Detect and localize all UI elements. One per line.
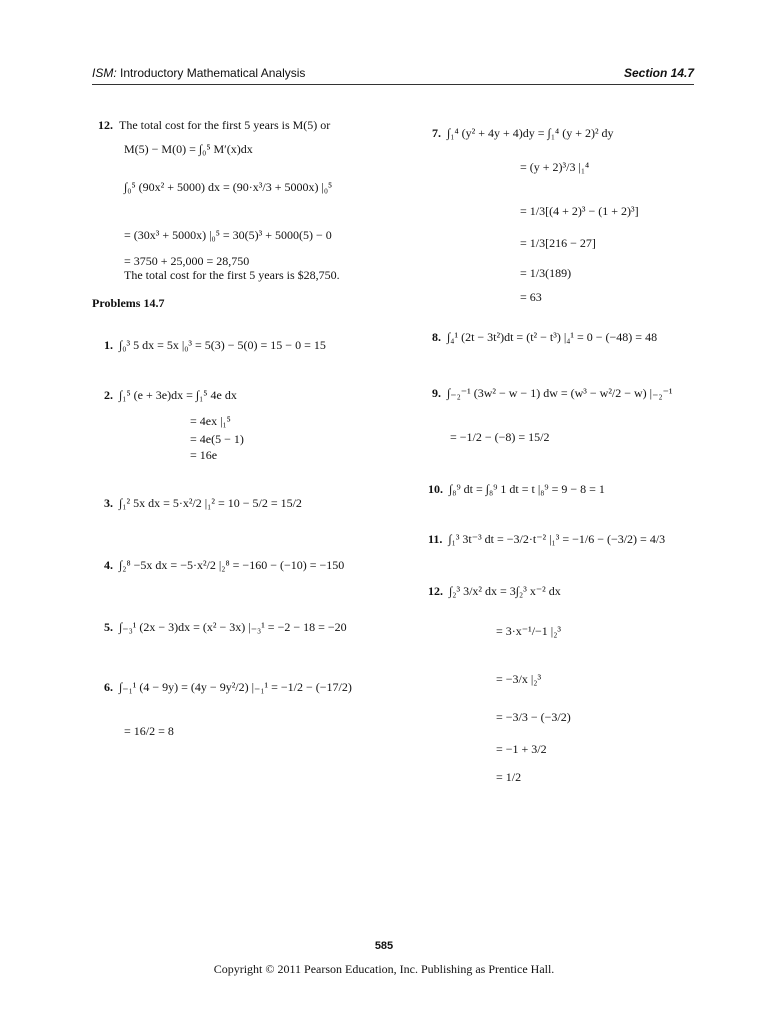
problem-1: 1. ∫₀³ 5 dx = 5x |₀³ = 5(3) − 5(0) = 15 − 0 = 15 bbox=[104, 338, 326, 352]
problem-6: 6. ∫₋₁¹ (4 − 9y) = (4y − 9y²/2) |₋₁¹ = −1/2 − (−17/2) bbox=[104, 680, 352, 694]
problem-2-line-4: = 16e bbox=[190, 448, 218, 462]
intro-problem-line-1: 12. The total cost for the first 5 years is M(5) or bbox=[98, 118, 331, 132]
intro-problem-line-3: ∫₀⁵ (90x² + 5000) dx = (90·x³/3 + 5000x) |₀⁵ bbox=[124, 180, 333, 194]
problem-2-line-3: = 4e(5 − 1) bbox=[190, 432, 244, 446]
intro-problem-line-5: = 3750 + 25,000 = 28,750 bbox=[124, 254, 250, 268]
intro-problem-number: 12. bbox=[98, 118, 113, 132]
problem-7-line-3: = 1/3[(4 + 2)³ − (1 + 2)³] bbox=[520, 204, 639, 218]
problem-4: 4. ∫₂⁸ −5x dx = −5·x²/2 |₂⁸ = −160 − (−10) = −150 bbox=[104, 558, 345, 572]
problem-12-line-4: = −3/3 − (−3/2) bbox=[496, 710, 571, 724]
problem-3: 3. ∫₁² 5x dx = 5·x²/2 |₁² = 10 − 5/2 = 15/2 bbox=[104, 496, 302, 510]
problem-12-line-6: = 1/2 bbox=[496, 770, 522, 784]
problem-7-line-5: = 1/3(189) bbox=[520, 266, 572, 280]
intro-problem-line-6: The total cost for the first 5 years is $28,750. bbox=[124, 268, 340, 282]
header-book-title: Introductory Mathematical Analysis bbox=[120, 66, 306, 80]
problem-6-line-2: = 16/2 = 8 bbox=[124, 724, 174, 738]
running-header-left bbox=[92, 66, 305, 80]
intro-problem-line-2: M(5) − M(0) = ∫₀⁵ M′(x)dx bbox=[124, 142, 253, 156]
copyright-notice: Copyright © 2011 Pearson Education, Inc. Publishing as Prentice Hall. bbox=[213, 962, 555, 976]
intro-problem-line-4: = (30x³ + 5000x) |₀⁵ = 30(5)³ + 5000(5) − 0 bbox=[124, 228, 332, 242]
problem-12-line-3: = −3/x |₂³ bbox=[496, 672, 542, 686]
problem-10: 10. ∫₈⁹ dt = ∫₈⁹ 1 dt = t |₈⁹ = 9 − 8 = 1 bbox=[428, 482, 605, 496]
problem-7-line-2: = (y + 2)³/3 |₁⁴ bbox=[520, 160, 590, 174]
problem-2: 2. ∫₁⁵ (e + 3e)dx = ∫₁⁵ 4e dx bbox=[104, 388, 237, 402]
problem-12-line-2: = 3·x⁻¹/−1 |₂³ bbox=[496, 624, 561, 638]
problem-2-line-2: = 4ex |₁⁵ bbox=[190, 414, 231, 428]
problem-7-line-6: = 63 bbox=[520, 290, 542, 304]
problem-9: 9. ∫₋₂⁻¹ (3w² − w − 1) dw = (w³ − w²/2 − w) |₋₂⁻¹ bbox=[432, 386, 673, 400]
header-isbn-prefix: ISM: bbox=[92, 66, 117, 80]
section-heading: Problems 14.7 bbox=[92, 296, 165, 310]
problem-9-line-2: = −1/2 − (−8) = 15/2 bbox=[450, 430, 550, 444]
problem-7-line-4: = 1/3[216 − 27] bbox=[520, 236, 596, 250]
problem-12-line-5: = −1 + 3/2 bbox=[496, 742, 547, 756]
section-label: Section 14.7 bbox=[623, 66, 694, 80]
header-divider bbox=[92, 84, 694, 85]
page-number: 585 bbox=[374, 940, 394, 952]
problem-7: 7. ∫₁⁴ (y² + 4y + 4)dy = ∫₁⁴ (y + 2)² dy bbox=[432, 126, 614, 140]
problem-12: 12. ∫₂³ 3/x² dx = 3∫₂³ x⁻² dx bbox=[428, 584, 561, 598]
problem-11: 11. ∫₁³ 3t⁻³ dt = −3/2·t⁻² |₁³ = −1/6 − (−3/2) = 4/3 bbox=[428, 532, 666, 546]
problem-8: 8. ∫₄¹ (2t − 3t²)dt = (t² − t³) |₄¹ = 0 − (−48) = 48 bbox=[432, 330, 658, 344]
problem-5: 5. ∫₋₃¹ (2x − 3)dx = (x² − 3x) |₋₃¹ = −2 − 18 = −20 bbox=[104, 620, 347, 634]
